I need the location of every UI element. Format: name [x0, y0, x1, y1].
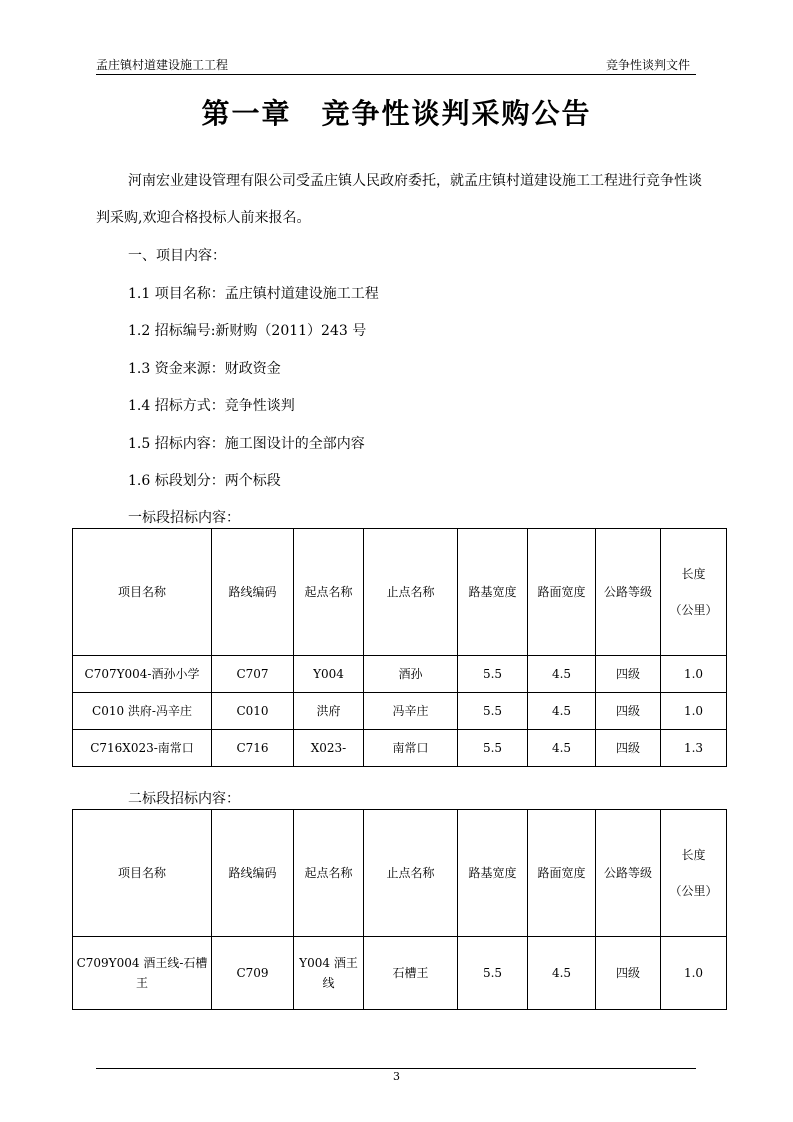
cell-roadbed-width: 5.5: [458, 656, 528, 693]
item-tender-number: 1.2 招标编号:新财购（2011）243 号: [128, 323, 367, 339]
col-header-start-name: 起点名称: [294, 529, 364, 656]
cell-length: 1.0: [661, 693, 727, 730]
lot2-caption: 二标段招标内容：: [128, 791, 240, 807]
cell-end-name: 石槽王: [364, 937, 458, 1010]
item-project-name: 1.1 项目名称：孟庄镇村道建设施工工程: [128, 286, 379, 302]
cell-project-name: C010 洪府-冯辛庄: [73, 693, 212, 730]
col-header-start-name: 起点名称: [294, 810, 364, 937]
col-header-road-grade: 公路等级: [596, 529, 661, 656]
cell-road-grade: 四级: [596, 730, 661, 767]
chapter-title: 第一章 竞争性谈判采购公告: [201, 97, 592, 130]
item-tender-content: 1.5 招标内容：施工图设计的全部内容: [128, 436, 365, 452]
col-header-length: [661, 810, 727, 937]
col-header-road-grade: 公路等级: [596, 810, 661, 937]
length-label: 长度: [681, 567, 706, 581]
cell-route-code: C707: [212, 656, 294, 693]
lot1-caption: 一标段招标内容：: [128, 510, 240, 526]
page-header: [96, 56, 696, 74]
cell-project-name: [73, 937, 212, 1010]
table-row: [73, 693, 727, 730]
cell-length: 1.3: [661, 730, 727, 767]
cell-route-code: C010: [212, 693, 294, 730]
col-header-end-name: 止点名称: [364, 810, 458, 937]
cell-length: 1.0: [661, 937, 727, 1010]
cell-end-name: 酒孙: [364, 656, 458, 693]
table-row: [73, 937, 727, 1010]
cell-route-code: C709: [212, 937, 294, 1010]
table-row: [73, 656, 727, 693]
col-header-end-name: 止点名称: [364, 529, 458, 656]
cell-roadbed-width: 5.5: [458, 693, 528, 730]
cell-start-name-line2: 线: [322, 976, 335, 990]
length-unit: （公里）: [669, 603, 718, 617]
cell-roadbed-width: 5.5: [458, 937, 528, 1010]
cell-start-name: 洪府: [294, 693, 364, 730]
cell-road-grade: 四级: [596, 937, 661, 1010]
col-header-pavement-width: 路面宽度: [528, 810, 596, 937]
table-header-row: [73, 529, 727, 656]
table-row: [73, 730, 727, 767]
cell-start-name: X023-: [294, 730, 364, 767]
col-header-pavement-width: 路面宽度: [528, 529, 596, 656]
col-header-project-name: 项目名称: [73, 529, 212, 656]
section-heading: 一、项目内容：: [128, 248, 226, 264]
cell-project-name-line1: C709Y004 酒王线-石槽: [76, 956, 208, 970]
col-header-route-code: 路线编码: [212, 529, 294, 656]
header-divider: [96, 74, 696, 75]
cell-roadbed-width: 5.5: [458, 730, 528, 767]
cell-pavement-width: 4.5: [528, 937, 596, 1010]
cell-pavement-width: 4.5: [528, 656, 596, 693]
cell-length: 1.0: [661, 656, 727, 693]
lot1-table: [72, 528, 727, 767]
cell-route-code: C716: [212, 730, 294, 767]
item-tender-method: 1.4 招标方式：竞争性谈判: [128, 398, 295, 414]
col-header-roadbed-width: 路基宽度: [458, 810, 528, 937]
cell-end-name: 南常口: [364, 730, 458, 767]
cell-pavement-width: 4.5: [528, 730, 596, 767]
cell-road-grade: 四级: [596, 656, 661, 693]
item-fund-source: 1.3 资金来源：财政资金: [128, 361, 281, 377]
cell-project-name: C707Y004-酒孙小学: [73, 656, 212, 693]
cell-project-name: C716X023-南常口: [73, 730, 212, 767]
cell-project-name-line2: 王: [135, 976, 148, 990]
footer-divider: [96, 1068, 696, 1069]
col-header-roadbed-width: 路基宽度: [458, 529, 528, 656]
intro-line-2: 判采购,欢迎合格投标人前来报名。: [96, 210, 311, 226]
col-header-project-name: 项目名称: [73, 810, 212, 937]
header-document-type: 竞争性谈判文件: [605, 58, 690, 72]
length-unit: （公里）: [669, 884, 718, 898]
item-lot-division: 1.6 标段划分：两个标段: [128, 473, 281, 489]
col-header-length: [661, 529, 727, 656]
lot2-table: [72, 809, 727, 1010]
cell-start-name: Y004: [294, 656, 364, 693]
cell-road-grade: 四级: [596, 693, 661, 730]
col-header-route-code: 路线编码: [212, 810, 294, 937]
cell-end-name: 冯辛庄: [364, 693, 458, 730]
table-header-row: [73, 810, 727, 937]
cell-start-name-line1: Y004 酒王: [299, 956, 358, 970]
cell-pavement-width: 4.5: [528, 693, 596, 730]
page-number: 3: [393, 1070, 400, 1083]
header-project-name: 孟庄镇村道建设施工工程: [96, 58, 229, 72]
intro-line-1: 河南宏业建设管理有限公司受孟庄镇人民政府委托，就孟庄镇村道建设施工工程进行竞争性谈: [128, 173, 702, 189]
cell-start-name: [294, 937, 364, 1010]
length-label: 长度: [681, 848, 706, 862]
